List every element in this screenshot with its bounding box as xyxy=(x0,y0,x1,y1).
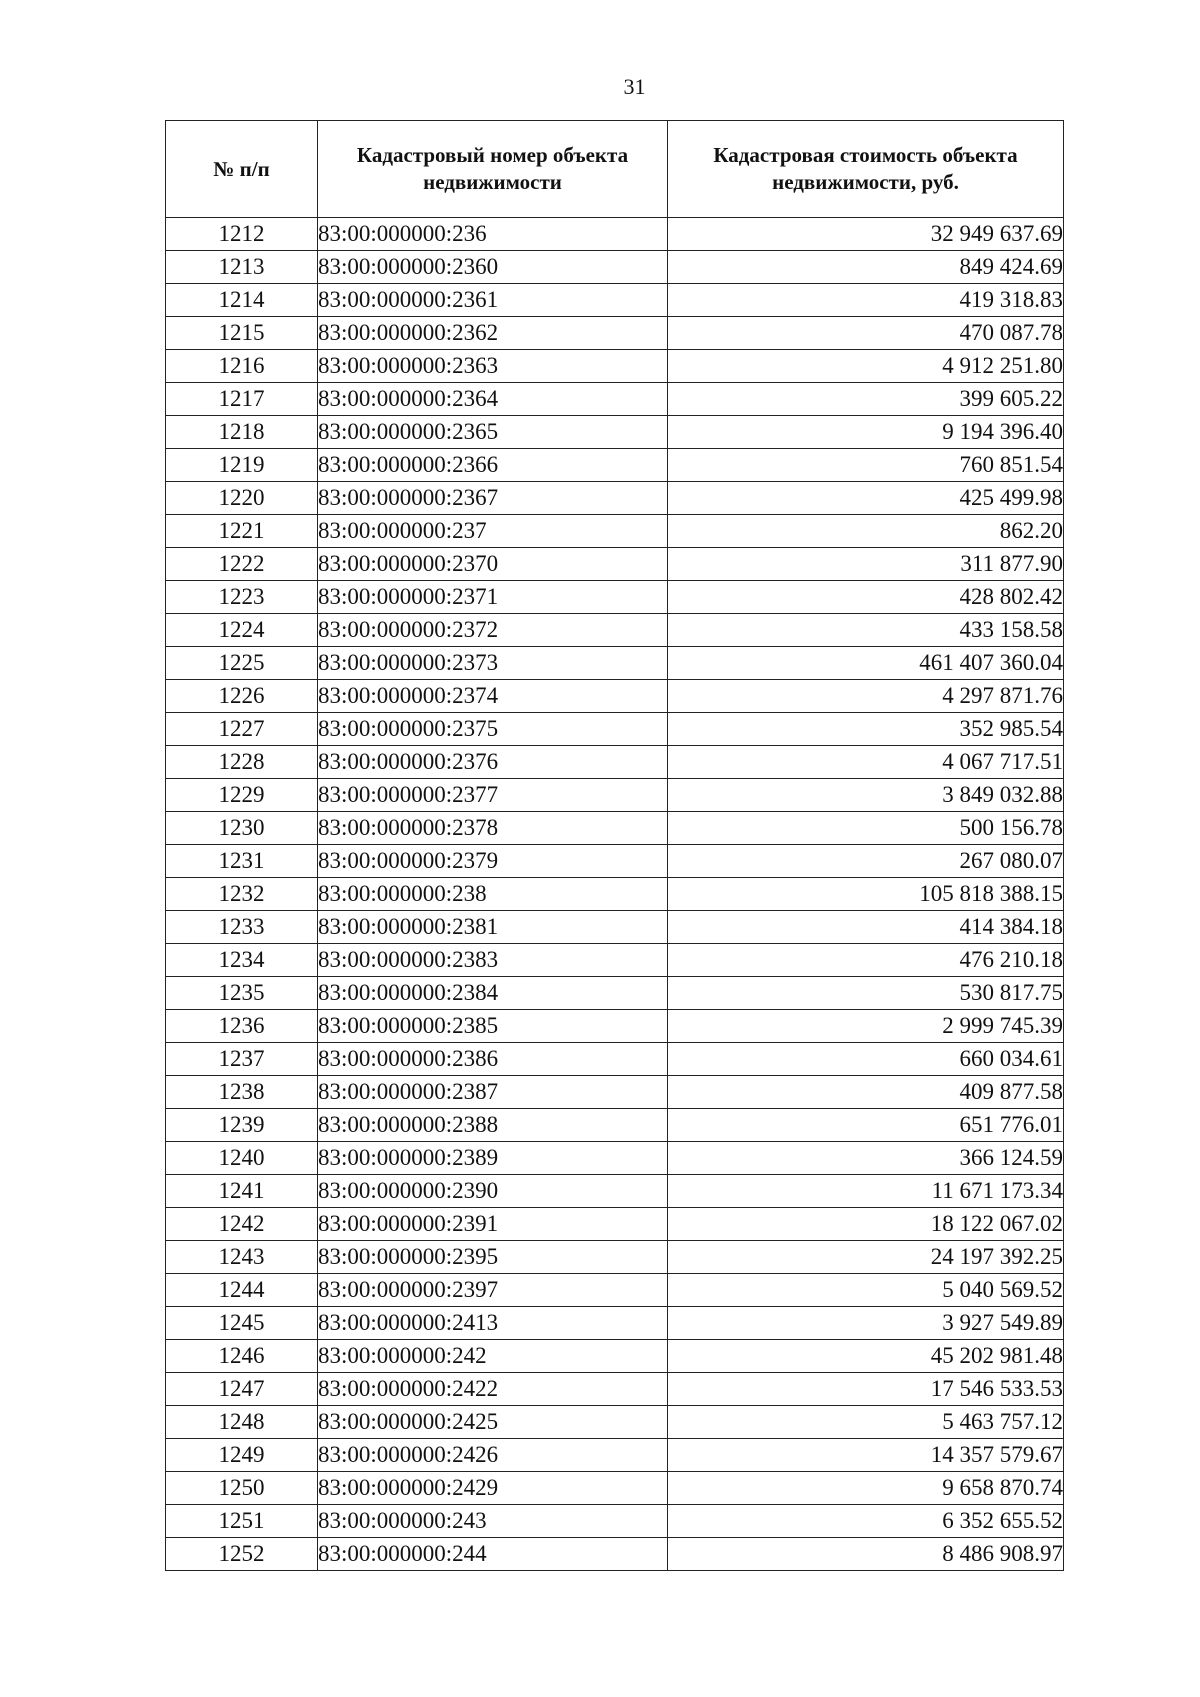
table-row xyxy=(166,1538,1064,1571)
table-row xyxy=(166,1043,1064,1076)
cadastral-number-cell: 83:00:000000:2429 xyxy=(318,1472,668,1505)
row-number-cell: 1212 xyxy=(166,218,318,251)
cadastral-value-cell: 461 407 360.04 xyxy=(668,647,1064,680)
row-number-cell: 1239 xyxy=(166,1109,318,1142)
cadastral-value-table xyxy=(165,120,1064,1571)
cadastral-number-cell: 83:00:000000:2375 xyxy=(318,713,668,746)
cadastral-number-cell: 83:00:000000:2363 xyxy=(318,350,668,383)
cadastral-number-cell: 83:00:000000:242 xyxy=(318,1340,668,1373)
table-row xyxy=(166,581,1064,614)
cadastral-value-cell: 3 849 032.88 xyxy=(668,779,1064,812)
header-cadastral-number: Кадастровый номер объекта недвижимости xyxy=(318,121,668,218)
row-number-cell: 1248 xyxy=(166,1406,318,1439)
cadastral-number-cell: 83:00:000000:2390 xyxy=(318,1175,668,1208)
cadastral-value-cell: 433 158.58 xyxy=(668,614,1064,647)
table-row xyxy=(166,680,1064,713)
cadastral-value-cell: 862.20 xyxy=(668,515,1064,548)
table-row xyxy=(166,1175,1064,1208)
table-row xyxy=(166,713,1064,746)
table-row xyxy=(166,1076,1064,1109)
cadastral-number-cell: 83:00:000000:244 xyxy=(318,1538,668,1571)
cadastral-value-cell: 45 202 981.48 xyxy=(668,1340,1064,1373)
cadastral-number-cell: 83:00:000000:2374 xyxy=(318,680,668,713)
cadastral-number-cell: 83:00:000000:2397 xyxy=(318,1274,668,1307)
cadastral-number-cell: 83:00:000000:2379 xyxy=(318,845,668,878)
cadastral-number-cell: 83:00:000000:2366 xyxy=(318,449,668,482)
table-row xyxy=(166,647,1064,680)
cadastral-value-cell: 9 658 870.74 xyxy=(668,1472,1064,1505)
row-number-cell: 1250 xyxy=(166,1472,318,1505)
cadastral-number-cell: 83:00:000000:2384 xyxy=(318,977,668,1010)
cadastral-number-cell: 83:00:000000:2381 xyxy=(318,911,668,944)
row-number-cell: 1238 xyxy=(166,1076,318,1109)
row-number-cell: 1233 xyxy=(166,911,318,944)
row-number-cell: 1235 xyxy=(166,977,318,1010)
table-row xyxy=(166,1010,1064,1043)
cadastral-value-cell: 14 357 579.67 xyxy=(668,1439,1064,1472)
table-header-row xyxy=(166,121,1064,218)
cadastral-value-cell: 311 877.90 xyxy=(668,548,1064,581)
cadastral-number-cell: 83:00:000000:2370 xyxy=(318,548,668,581)
table-row xyxy=(166,779,1064,812)
row-number-cell: 1244 xyxy=(166,1274,318,1307)
cadastral-number-cell: 83:00:000000:2413 xyxy=(318,1307,668,1340)
table-row xyxy=(166,812,1064,845)
cadastral-value-cell: 4 912 251.80 xyxy=(668,350,1064,383)
cadastral-number-cell: 83:00:000000:2395 xyxy=(318,1241,668,1274)
cadastral-number-cell: 83:00:000000:2371 xyxy=(318,581,668,614)
cadastral-value-cell: 24 197 392.25 xyxy=(668,1241,1064,1274)
cadastral-value-cell: 500 156.78 xyxy=(668,812,1064,845)
cadastral-value-cell: 105 818 388.15 xyxy=(668,878,1064,911)
table-row xyxy=(166,1340,1064,1373)
row-number-cell: 1223 xyxy=(166,581,318,614)
cadastral-value-cell: 660 034.61 xyxy=(668,1043,1064,1076)
cadastral-value-cell: 399 605.22 xyxy=(668,383,1064,416)
cadastral-number-cell: 83:00:000000:2378 xyxy=(318,812,668,845)
cadastral-number-cell: 83:00:000000:243 xyxy=(318,1505,668,1538)
row-number-cell: 1220 xyxy=(166,482,318,515)
cadastral-value-cell: 6 352 655.52 xyxy=(668,1505,1064,1538)
table-row xyxy=(166,1373,1064,1406)
table-row xyxy=(166,515,1064,548)
row-number-cell: 1241 xyxy=(166,1175,318,1208)
cadastral-value-cell: 18 122 067.02 xyxy=(668,1208,1064,1241)
table-row xyxy=(166,1472,1064,1505)
table-row xyxy=(166,1274,1064,1307)
cadastral-number-cell: 83:00:000000:2362 xyxy=(318,317,668,350)
cadastral-value-cell: 4 067 717.51 xyxy=(668,746,1064,779)
cadastral-number-cell: 83:00:000000:2365 xyxy=(318,416,668,449)
table-row xyxy=(166,944,1064,977)
cadastral-value-cell: 4 297 871.76 xyxy=(668,680,1064,713)
table-row xyxy=(166,218,1064,251)
row-number-cell: 1234 xyxy=(166,944,318,977)
cadastral-value-cell: 428 802.42 xyxy=(668,581,1064,614)
cadastral-value-cell: 352 985.54 xyxy=(668,713,1064,746)
cadastral-value-cell: 9 194 396.40 xyxy=(668,416,1064,449)
row-number-cell: 1237 xyxy=(166,1043,318,1076)
cadastral-value-cell: 849 424.69 xyxy=(668,251,1064,284)
table-row xyxy=(166,614,1064,647)
cadastral-number-cell: 83:00:000000:2367 xyxy=(318,482,668,515)
cadastral-value-cell: 530 817.75 xyxy=(668,977,1064,1010)
header-cadastral-value: Кадастровая стоимость объекта недвижимости, руб. xyxy=(668,121,1064,218)
cadastral-number-cell: 83:00:000000:2373 xyxy=(318,647,668,680)
row-number-cell: 1214 xyxy=(166,284,318,317)
row-number-cell: 1218 xyxy=(166,416,318,449)
row-number-cell: 1232 xyxy=(166,878,318,911)
row-number-cell: 1224 xyxy=(166,614,318,647)
table-row xyxy=(166,1406,1064,1439)
cadastral-number-cell: 83:00:000000:2425 xyxy=(318,1406,668,1439)
row-number-cell: 1230 xyxy=(166,812,318,845)
cadastral-number-cell: 83:00:000000:2388 xyxy=(318,1109,668,1142)
table-row xyxy=(166,1307,1064,1340)
row-number-cell: 1226 xyxy=(166,680,318,713)
row-number-cell: 1228 xyxy=(166,746,318,779)
cadastral-number-cell: 83:00:000000:2377 xyxy=(318,779,668,812)
table-row xyxy=(166,878,1064,911)
cadastral-value-cell: 409 877.58 xyxy=(668,1076,1064,1109)
cadastral-number-cell: 83:00:000000:2376 xyxy=(318,746,668,779)
cadastral-value-cell: 425 499.98 xyxy=(668,482,1064,515)
cadastral-value-cell: 5 463 757.12 xyxy=(668,1406,1064,1439)
table-row xyxy=(166,416,1064,449)
cadastral-number-cell: 83:00:000000:2383 xyxy=(318,944,668,977)
table-row xyxy=(166,284,1064,317)
table-row xyxy=(166,1142,1064,1175)
cadastral-number-cell: 83:00:000000:2361 xyxy=(318,284,668,317)
cadastral-value-cell: 366 124.59 xyxy=(668,1142,1064,1175)
row-number-cell: 1247 xyxy=(166,1373,318,1406)
row-number-cell: 1221 xyxy=(166,515,318,548)
row-number-cell: 1252 xyxy=(166,1538,318,1571)
row-number-cell: 1222 xyxy=(166,548,318,581)
cadastral-value-cell: 760 851.54 xyxy=(668,449,1064,482)
header-row-number: № п/п xyxy=(166,121,318,218)
row-number-cell: 1215 xyxy=(166,317,318,350)
row-number-cell: 1236 xyxy=(166,1010,318,1043)
cadastral-number-cell: 83:00:000000:238 xyxy=(318,878,668,911)
cadastral-value-cell: 476 210.18 xyxy=(668,944,1064,977)
cadastral-value-cell: 419 318.83 xyxy=(668,284,1064,317)
cadastral-number-cell: 83:00:000000:2364 xyxy=(318,383,668,416)
cadastral-value-cell: 414 384.18 xyxy=(668,911,1064,944)
row-number-cell: 1251 xyxy=(166,1505,318,1538)
table-row xyxy=(166,1505,1064,1538)
table-row xyxy=(166,482,1064,515)
table-row xyxy=(166,350,1064,383)
row-number-cell: 1225 xyxy=(166,647,318,680)
table-row xyxy=(166,251,1064,284)
row-number-cell: 1245 xyxy=(166,1307,318,1340)
table-row xyxy=(166,449,1064,482)
table-row xyxy=(166,317,1064,350)
table-row xyxy=(166,1109,1064,1142)
row-number-cell: 1219 xyxy=(166,449,318,482)
cadastral-value-cell: 651 776.01 xyxy=(668,1109,1064,1142)
cadastral-number-cell: 83:00:000000:2385 xyxy=(318,1010,668,1043)
cadastral-number-cell: 83:00:000000:2386 xyxy=(318,1043,668,1076)
cadastral-value-cell: 470 087.78 xyxy=(668,317,1064,350)
row-number-cell: 1249 xyxy=(166,1439,318,1472)
cadastral-number-cell: 83:00:000000:237 xyxy=(318,515,668,548)
cadastral-value-cell: 3 927 549.89 xyxy=(668,1307,1064,1340)
table-body xyxy=(166,218,1064,1571)
cadastral-value-cell: 8 486 908.97 xyxy=(668,1538,1064,1571)
row-number-cell: 1243 xyxy=(166,1241,318,1274)
table-row xyxy=(166,977,1064,1010)
table-row xyxy=(166,548,1064,581)
cadastral-number-cell: 83:00:000000:236 xyxy=(318,218,668,251)
table-row xyxy=(166,383,1064,416)
row-number-cell: 1242 xyxy=(166,1208,318,1241)
cadastral-number-cell: 83:00:000000:2426 xyxy=(318,1439,668,1472)
row-number-cell: 1213 xyxy=(166,251,318,284)
cadastral-number-cell: 83:00:000000:2391 xyxy=(318,1208,668,1241)
table-row xyxy=(166,1208,1064,1241)
row-number-cell: 1240 xyxy=(166,1142,318,1175)
row-number-cell: 1246 xyxy=(166,1340,318,1373)
cadastral-number-cell: 83:00:000000:2389 xyxy=(318,1142,668,1175)
table-row xyxy=(166,1439,1064,1472)
cadastral-value-cell: 267 080.07 xyxy=(668,845,1064,878)
cadastral-value-cell: 2 999 745.39 xyxy=(668,1010,1064,1043)
table-row xyxy=(166,911,1064,944)
cadastral-number-cell: 83:00:000000:2387 xyxy=(318,1076,668,1109)
cadastral-number-cell: 83:00:000000:2422 xyxy=(318,1373,668,1406)
cadastral-value-cell: 5 040 569.52 xyxy=(668,1274,1064,1307)
page-number: 31 xyxy=(623,74,646,99)
cadastral-number-cell: 83:00:000000:2360 xyxy=(318,251,668,284)
cadastral-value-cell: 11 671 173.34 xyxy=(668,1175,1064,1208)
row-number-cell: 1217 xyxy=(166,383,318,416)
cadastral-value-cell: 17 546 533.53 xyxy=(668,1373,1064,1406)
table-row xyxy=(166,1241,1064,1274)
row-number-cell: 1227 xyxy=(166,713,318,746)
row-number-cell: 1229 xyxy=(166,779,318,812)
table-row xyxy=(166,845,1064,878)
cadastral-number-cell: 83:00:000000:2372 xyxy=(318,614,668,647)
row-number-cell: 1231 xyxy=(166,845,318,878)
table-row xyxy=(166,746,1064,779)
row-number-cell: 1216 xyxy=(166,350,318,383)
cadastral-value-cell: 32 949 637.69 xyxy=(668,218,1064,251)
